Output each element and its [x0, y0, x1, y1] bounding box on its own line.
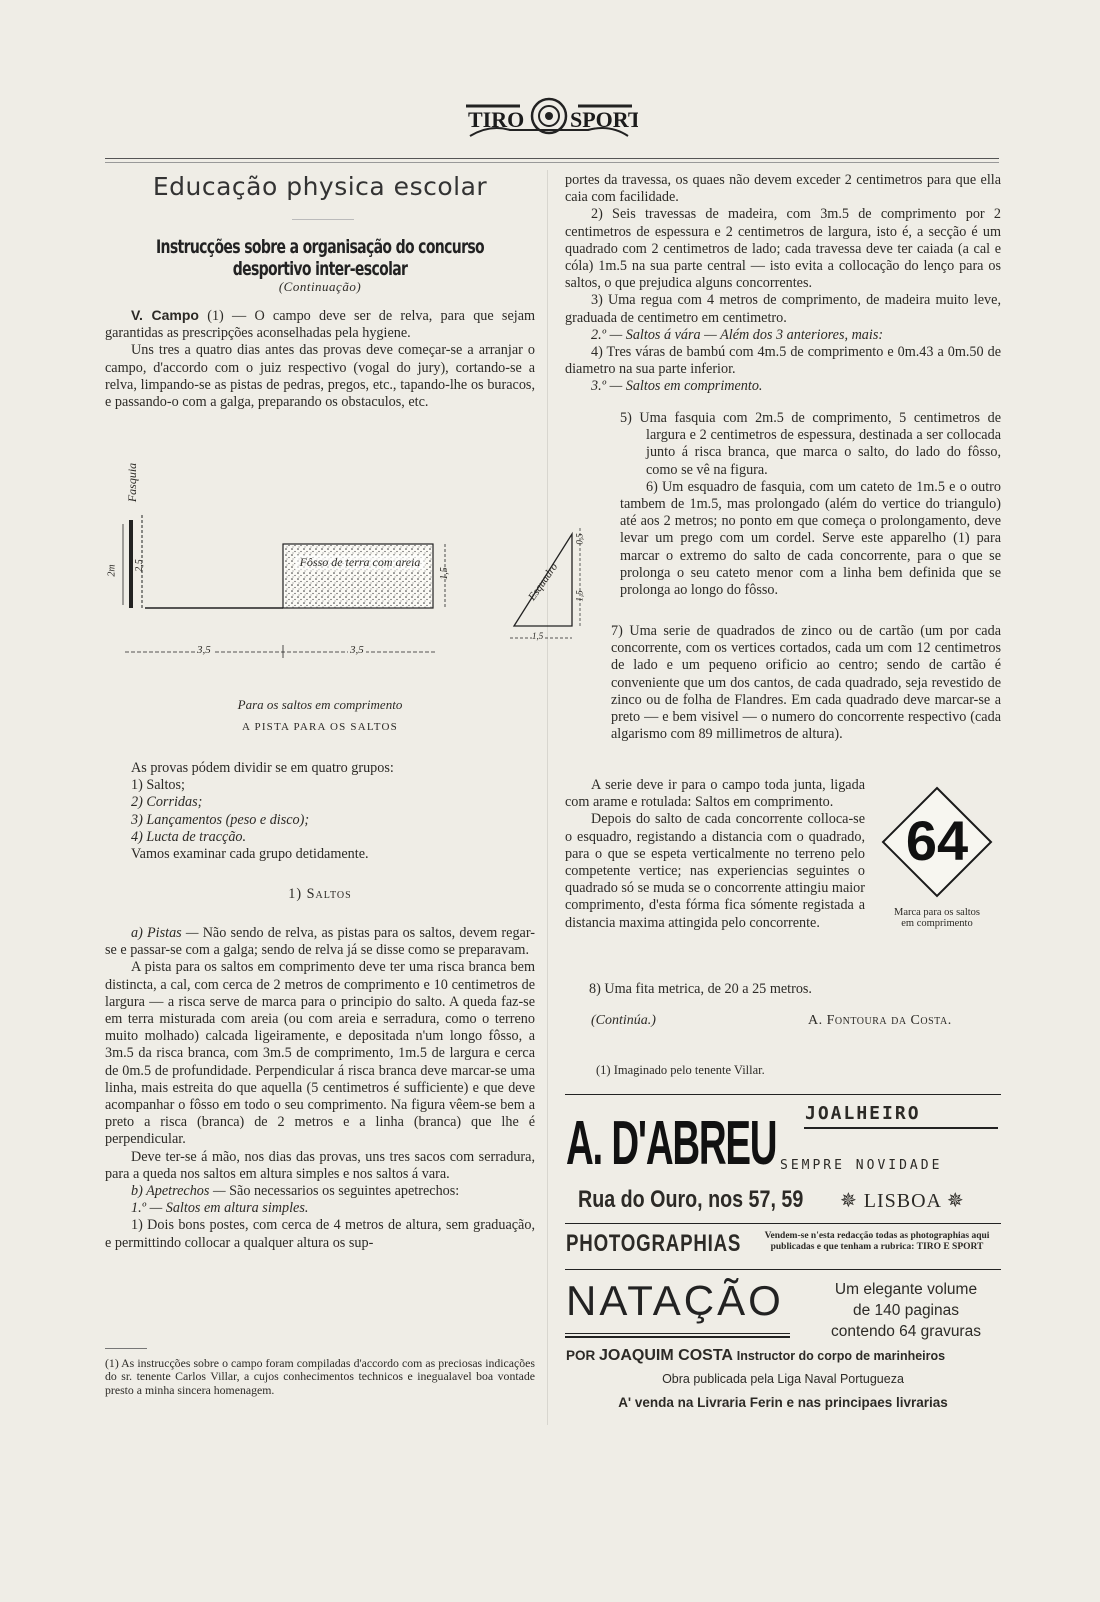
marca-64-figure	[881, 786, 993, 898]
para-fasquia: 5) Uma fasquia com 2m.5 de comprimento, 5 centimetros de largura e 2 centimetros de espessura, destinada a ser collocada junto á risca branca, que marca o salto, do lado do fôsso, como se vê na figura.	[620, 410, 1001, 478]
footnote-left: (1) As instrucções sobre o campo foram compiladas d'accordo com as preciosas indicações do sr. tenente Carlos Villar, a cujos conhecimentos technicos e inegualavel boa vontade presto a minha sincera homenagem.	[105, 1356, 535, 1397]
figure-caption: A PISTA PARA OS SALTOS	[242, 721, 398, 733]
natacao-role: Instructor do corpo de marinheiros	[736, 1349, 946, 1363]
natacao-desc: Um elegante volume de 140 paginas contendo 64 gravuras	[831, 1281, 981, 1340]
pista-text: A pista para os saltos em comprimento deve ter uma risca branca bem distincta, a cal, com cerca de 2 metros de comprimento e 10 centimetros de largura — a risca serve de marca para o principio do salto. A queda faz-se em terra misturada com areia (ou com areia e serradura, como o terreno muito molhado) calcada ligeiramente, e depositada n'um longo fôsso, a 3m.5 da risca branca, com 3m.5 de comprimento, 1m.5 de largura e cerca de 0m.5 de profundidade. Perpendicular á risca branca deve marcar-se uma linha, mais estreita do que aquella (5 centimetros é sufficiente) e que deve acompanhar o fôsso em todo o seu comprimento. Na figura vêem-se bem a preto a risca (branca) de 2 metros e a linha (branca) que lhe é perpendicular.	[105, 959, 535, 1148]
campo-text-2: Uns tres a quatro dias antes das provas deve começar-se a arranjar o campo, d'accordo com o juiz respectivo (vogal do jury), cortando-se a relva, limpando-se as pistas de pedras, pregos, etc., tapando-lhe os buracos, e passando-o com a galga, preparando os obstaculos, etc.	[105, 342, 535, 411]
photo-title: PHOTOGRAPHIAS	[566, 1230, 742, 1257]
abreu-trade-rule	[804, 1127, 998, 1129]
natacao-rule-2	[565, 1336, 790, 1338]
esquadro-05: 0,5	[574, 533, 585, 545]
article-subtitle: Instrucções sobre a organisação do concurso desportivo inter-escolar	[155, 236, 485, 280]
pistas-text: Não sendo de relva, as pistas para os saltos, devem regar-se e passar-se com a galga; sendo de relva já se disse como se preparavam.	[105, 925, 535, 959]
ad-top-rule	[565, 1094, 1001, 1095]
label-15: 1,5	[438, 567, 450, 580]
label-25: 2,5	[133, 559, 145, 572]
fosso-label: Fôsso de terra com areia	[295, 555, 425, 570]
para-regua: 3) Uma regua com 4 metros de comprimento, de madeira muito leve, graduada de centimetro em centimetro.	[565, 292, 1001, 326]
abreu-city: ✵ LISBOA ✵	[840, 1190, 965, 1212]
para-quadrados: 7) Uma serie de quadrados de zinco ou de cartão (um por cada concorrente, com os vertices cortados, cada um com 12 centimetros de lado e um pequeno orificio ao centro; sendo de cartão é conveniente que um dos cantos, de cada quadrado, seja revestido de zinco ou de folha de Flandres. Em cada quadrado deve marcar-se a preto — e bem visivel — o numero do concorrente respectivo (cada algarismo com 89 millimetros de altura).	[611, 623, 1001, 743]
natacao-author: JOAQUIM COSTA	[599, 1347, 733, 1364]
footnote-right: (1) Imaginado pelo tenente Villar.	[596, 1063, 765, 1077]
apetrechos-text: São necessarios os seguintes apetrechos:	[229, 1183, 460, 1200]
photo-text: Vendem-se n'esta redacção todas as photographias aqui publicadas e que tenham a rubrica: TIRO E SPORT	[764, 1231, 990, 1252]
ad-rule-2	[565, 1223, 1001, 1224]
natacao-rule	[565, 1333, 790, 1334]
altura-simples: 1.º — Saltos em altura simples.	[131, 1200, 309, 1217]
group-item: 4) Lucta de tracção.	[131, 828, 247, 845]
masthead-logo	[460, 96, 638, 142]
pistas-lead: a) Pistas —	[131, 925, 199, 941]
para-saltos-vara: 2.º — Saltos á vára — Além dos 3 anteriores, mais:	[591, 326, 884, 343]
para-portes: portes da travessa, os quaes não devem exceder 2 centimetros para que ella caia com facilidade.	[565, 172, 1001, 206]
figure-handwritten-note: Para os saltos em comprimento	[237, 697, 403, 712]
pista-figure	[105, 440, 535, 670]
group-item: 3) Lançamentos (peso e disco);	[131, 811, 310, 828]
para-varas: 4) Tres váras de bambú com 4m.5 de comprimento e 0m.43 a 0m.50 de diametro na sua parte inferior.	[565, 344, 1001, 378]
para-saltos-comprimento: 3.º — Saltos em comprimento.	[591, 378, 763, 395]
campo-text: O campo deve ser de relva, para que sejam garantidas as prescripções aconselhadas pela hygiene.	[105, 308, 536, 342]
header-rule	[105, 158, 999, 159]
continua-note: (Continúa.)	[591, 1013, 656, 1028]
para-depois: Depois do salto de cada concorrente colloca-se o esquadro, registando a distancia com o quadrado, para o que se espeta verticalmente no terreno pelo competente vertice; nas experiencias seguintes o quadrado só se muda se o concorrente attingiu maior comprimento, d'esta fórma fica sómente registada a distancia maxima attingida pelo concorrente.	[565, 811, 865, 931]
right-column-indented	[620, 410, 1001, 599]
author-signature: A. Fontoura da Costa.	[808, 1013, 952, 1028]
para-fita: 8) Uma fita metrica, de 20 a 25 metros.	[589, 981, 812, 997]
abreu-slogan: SEMPRE NOVIDADE	[780, 1158, 943, 1173]
natacao-title: NATAÇÃO	[566, 1277, 784, 1324]
ad-rule-3	[565, 1269, 1001, 1270]
natacao-sale: A' venda na Livraria Ferin e nas principaes livrarias	[618, 1395, 948, 1410]
right-column-text-2	[565, 623, 1001, 743]
right-column-text-4	[565, 981, 1001, 998]
campo-ref: (1) —	[207, 308, 247, 324]
abreu-address: Rua do Ouro, nos 57, 59	[578, 1186, 804, 1213]
abreu-trade: JOALHEIRO	[805, 1103, 921, 1124]
header-rule-thin	[105, 162, 999, 163]
campo-section	[105, 307, 535, 411]
column-divider	[547, 170, 548, 1425]
fasquia-label: Fasquia	[125, 462, 140, 503]
esquadro-15b: 1,5	[532, 631, 544, 641]
esquadro-15a: 1,5	[574, 590, 585, 602]
natacao-publisher: Obra publicada pela Liga Naval Portugueza	[662, 1372, 904, 1386]
esquadro-label: Esquadro	[526, 561, 561, 603]
serradura-text: Deve ter-se á mão, nos dias das provas, uns tres sacos com serradura, para a queda nos saltos em altura simples e nos saltos á vara.	[105, 1148, 535, 1182]
natacao-author-line: POR JOAQUIM COSTA Instructor do corpo de marinheiros	[566, 1347, 946, 1364]
para-esquadro: 6) Um esquadro de fasquia, com um cateto de 1m.5 e o outro tambem de 1m.5, mas prolongado (além do vertice do triangulo) até aos 2 metros; no ponto em que começa o prolongamento, deve levar um prego com um cordel. Serve este apparelho (1) para marcar o extremo do salto de cada concorrente, para o que se prolonga o seu cateto menor com a linha bem definida que se prolonga ao longo do fôsso.	[620, 478, 1001, 599]
article-title: Educação physica escolar	[152, 172, 488, 201]
groups-section	[105, 760, 535, 863]
fosso	[283, 544, 433, 608]
section-title-saltos: 1) Saltos	[288, 886, 352, 902]
svg-text:TIRO: TIRO	[468, 107, 525, 132]
svg-text:SPORT: SPORT	[570, 107, 638, 132]
footnote-rule	[105, 1348, 147, 1349]
group-item: 2) Corridas;	[131, 794, 203, 811]
para-serie: A serie deve ir para o campo toda junta, ligada com arame e rotulada: Saltos em comprimento.	[565, 777, 865, 811]
label-2m: 2m	[106, 564, 118, 577]
right-column-text	[565, 172, 1001, 396]
star-icon: ✵	[946, 1190, 965, 1212]
right-column-text-3	[565, 777, 865, 932]
marca-number: 64	[905, 809, 969, 872]
saltos-section	[105, 925, 535, 1252]
para-travessas: 2) Seis travessas de madeira, com 3m.5 de comprimento por 2 centimetros de espessura e 2 centimetros de largura, isto é, a secção é um quadrado com 2 centimetros de lado; cada travessa deve ter caiada (a cal e cóla) 1m.5 na sua parte central — isto evita a collocação do lenço para os saltos, o que prejudica alguns concorrentes.	[565, 206, 1001, 292]
campo-heading: V. Campo	[131, 307, 199, 323]
group-item: 1) Saltos;	[131, 777, 185, 794]
title-divider	[292, 219, 354, 220]
postes-text: 1) Dois bons postes, com cerca de 4 metros de altura, sem graduação, e permittindo collocar a qualquer altura os sup-	[105, 1217, 535, 1251]
continuation-note: (Continuação)	[278, 279, 362, 294]
groups-outro: Vamos examinar cada grupo detidamente.	[131, 846, 369, 863]
abreu-name: A. D'ABREU	[566, 1109, 777, 1178]
groups-intro: As provas pódem dividir se em quatro grupos:	[131, 760, 394, 776]
measure-1: 3,5	[197, 644, 211, 656]
marca-caption: Marca para os saltos em comprimento	[893, 907, 980, 929]
apetrechos-lead: b) Apetrechos —	[131, 1183, 226, 1200]
measure-2: 3,5	[350, 644, 364, 656]
star-icon: ✵	[840, 1190, 858, 1212]
